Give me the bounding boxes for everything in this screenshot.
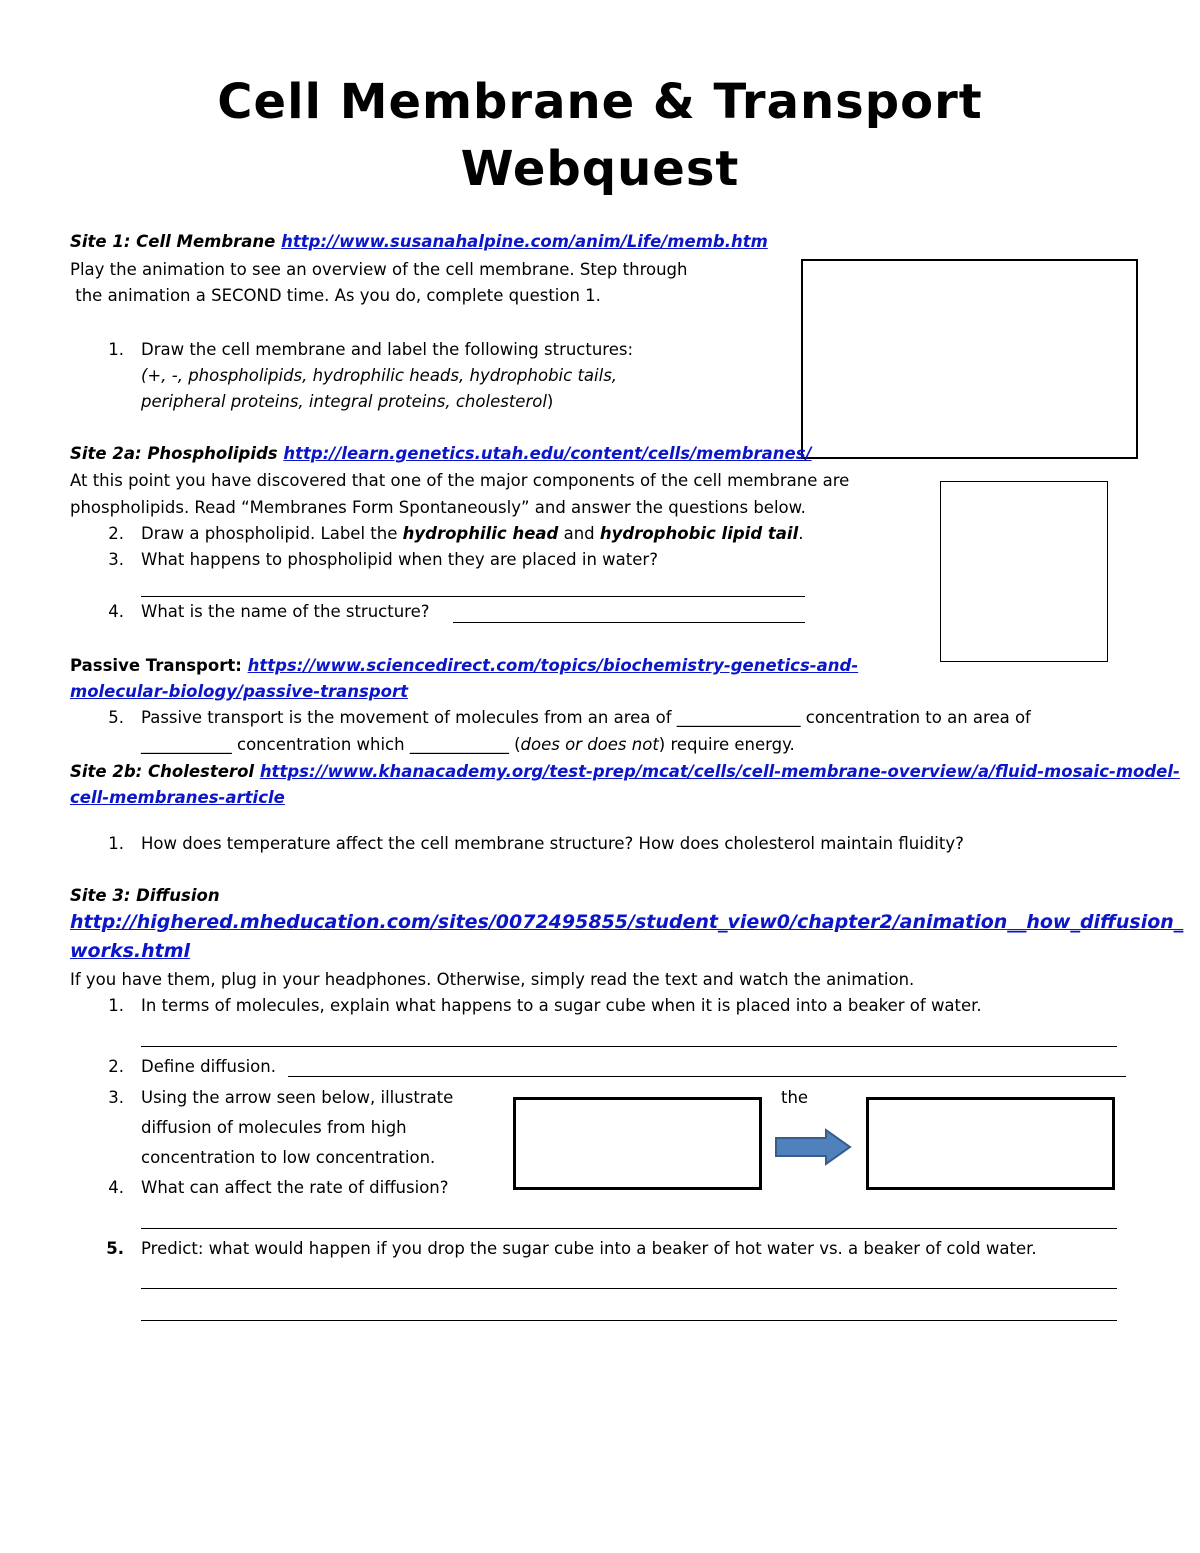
site3-link-line2[interactable]: works.html (70, 940, 191, 962)
passive-q5-blank1[interactable]: _______________ (676, 708, 801, 727)
site2a-q4-answer-line[interactable] (453, 622, 805, 623)
passive-heading-line (70, 656, 858, 676)
site3-q4-number: 4. (108, 1178, 124, 1197)
site3-q3-line1: Using the arrow seen below, illustrate (141, 1088, 454, 1107)
site3-q3-line3: concentration to low concentration. (141, 1148, 436, 1167)
site3-q3-line2: diffusion of molecules from high (141, 1118, 407, 1137)
site1-q1-line3: peripheral proteins, integral proteins, cholesterol (141, 392, 547, 411)
passive-q5-italic: does or does not (520, 735, 659, 754)
passive-q5-line2-a: concentration which (231, 735, 410, 754)
site2b-q1-number: 1. (108, 834, 124, 853)
site3-q2-answer-line[interactable] (288, 1076, 1126, 1077)
passive-q5-number: 5. (108, 708, 124, 727)
site2a-q2-hydrophobic-tail: hydrophobic lipid tail (599, 524, 799, 543)
passive-q5-line2 (141, 735, 795, 755)
site3-q2-number: 2. (108, 1057, 124, 1076)
site2a-intro-line2: phospholipids. Read “Membranes Form Spontaneously” and answer the questions below. (70, 498, 806, 517)
site3-heading: Site 3: Diffusion (70, 886, 220, 905)
cell-membrane-drawing-box[interactable] (801, 259, 1138, 459)
site2a-heading-line (70, 444, 812, 464)
site1-q1-line3-wrap (141, 392, 553, 412)
site2a-q3-text: What happens to phospholipid when they are placed in water? (141, 550, 658, 569)
site2a-q2-hydrophilic-head: hydrophilic head (402, 524, 559, 543)
site3-q5-text: Predict: what would happen if you drop the sugar cube into a beaker of hot water vs. a beaker of cold water. (141, 1239, 1037, 1258)
passive-link-line2-wrap (70, 682, 408, 702)
site2a-q3-number: 3. (108, 550, 124, 569)
site2b-q1-text: How does temperature affect the cell membrane structure? How does cholesterol maintain fluidity? (141, 834, 964, 853)
site2a-q4-text: What is the name of the structure? (141, 602, 430, 621)
site2a-link[interactable]: http://learn.genetics.utah.edu/content/cells/membranes/ (283, 444, 812, 463)
site2b-heading-line (70, 762, 1180, 782)
site2a-q4-number: 4. (108, 602, 124, 621)
site2a-q2-mid: and (558, 524, 600, 543)
passive-q5-line2-c: ) require energy. (658, 735, 795, 754)
passive-link-line1[interactable]: https://www.sciencedirect.com/topics/biochemistry-genetics-and- (247, 656, 859, 675)
passive-q5-blank3[interactable]: ____________ (409, 735, 509, 754)
site2a-intro-line1: At this point you have discovered that one of the major components of the cell membrane are (70, 471, 850, 490)
low-concentration-box[interactable] (866, 1097, 1115, 1190)
site2a-q2-number: 2. (108, 524, 124, 543)
passive-link-line2[interactable]: molecular-biology/passive-transport (70, 682, 409, 701)
site1-heading: Site 1: Cell Membrane (70, 232, 282, 251)
site3-q1-text: In terms of molecules, explain what happens to a sugar cube when it is placed into a beaker of water. (141, 996, 982, 1015)
passive-heading: Passive Transport: (70, 656, 248, 675)
site3-q4-text: What can affect the rate of diffusion? (141, 1178, 449, 1197)
site1-intro-line2: the animation a SECOND time. As you do, complete question 1. (70, 286, 601, 305)
site2a-q2-line (141, 524, 803, 544)
site2b-link-line2-wrap (70, 788, 285, 808)
passive-q5-line1 (141, 708, 1031, 728)
site1-q1-line2: (+, -, phospholipids, hydrophilic heads, hydrophobic tails, (141, 366, 618, 385)
diffusion-arrow-icon (774, 1128, 854, 1166)
site3-link-line1-wrap (70, 911, 1183, 934)
site3-intro: If you have them, plug in your headphones. Otherwise, simply read the text and watch the animation. (70, 970, 915, 989)
site1-q1-number: 1. (108, 340, 124, 359)
site2b-link-line2[interactable]: cell-membranes-article (70, 788, 285, 807)
page-title-line2: Webquest (460, 141, 740, 197)
site2a-q2-pre: Draw a phospholipid. Label the (141, 524, 403, 543)
site3-q1-number: 1. (108, 996, 124, 1015)
phospholipid-drawing-box[interactable] (940, 481, 1108, 662)
passive-q5-line2-b: ( (508, 735, 521, 754)
site2a-q3-answer-line[interactable] (141, 596, 805, 597)
site3-q5-answer-line1[interactable] (141, 1288, 1117, 1289)
site3-q3-number: 3. (108, 1088, 124, 1107)
site3-q1-answer-line[interactable] (141, 1046, 1117, 1047)
page-title-line1: Cell Membrane & Transport (217, 74, 983, 130)
passive-q5-line1-b: concentration to an area of (800, 708, 1031, 727)
site1-q1-line1: Draw the cell membrane and label the following structures: (141, 340, 634, 359)
site3-link-line1[interactable]: http://highered.mheducation.com/sites/0072495855/student_view0/chapter2/animation__how_diffusion_ (70, 911, 1184, 933)
site3-q4-answer-line[interactable] (141, 1228, 1117, 1229)
site2a-q2-end: . (798, 524, 804, 543)
site2b-heading: Site 2b: Cholesterol (70, 762, 260, 781)
site1-q1-line3-end: ) (546, 392, 554, 411)
site3-q3-the: the (781, 1088, 809, 1107)
high-concentration-box[interactable] (513, 1097, 762, 1190)
site3-q2-text: Define diffusion. (141, 1057, 276, 1076)
passive-q5-line1-a: Passive transport is the movement of molecules from an area of (141, 708, 677, 727)
site1-link[interactable]: http://www.susanahalpine.com/anim/Life/memb.htm (281, 232, 768, 251)
site1-heading-line (70, 232, 768, 252)
site1-intro-line1: Play the animation to see an overview of the cell membrane. Step through (70, 260, 688, 279)
site3-q5-number: 5. (106, 1239, 124, 1258)
site3-link-line2-wrap (70, 940, 190, 963)
passive-q5-blank2[interactable]: ___________ (141, 735, 232, 754)
diffusion-arrow-shape (776, 1130, 850, 1164)
site2a-heading: Site 2a: Phospholipids (70, 444, 284, 463)
site2b-link-line1[interactable]: https://www.khanacademy.org/test-prep/mcat/cells/cell-membrane-overview/a/fluid-mosaic-model- (259, 762, 1180, 781)
site3-q5-answer-line2[interactable] (141, 1320, 1117, 1321)
